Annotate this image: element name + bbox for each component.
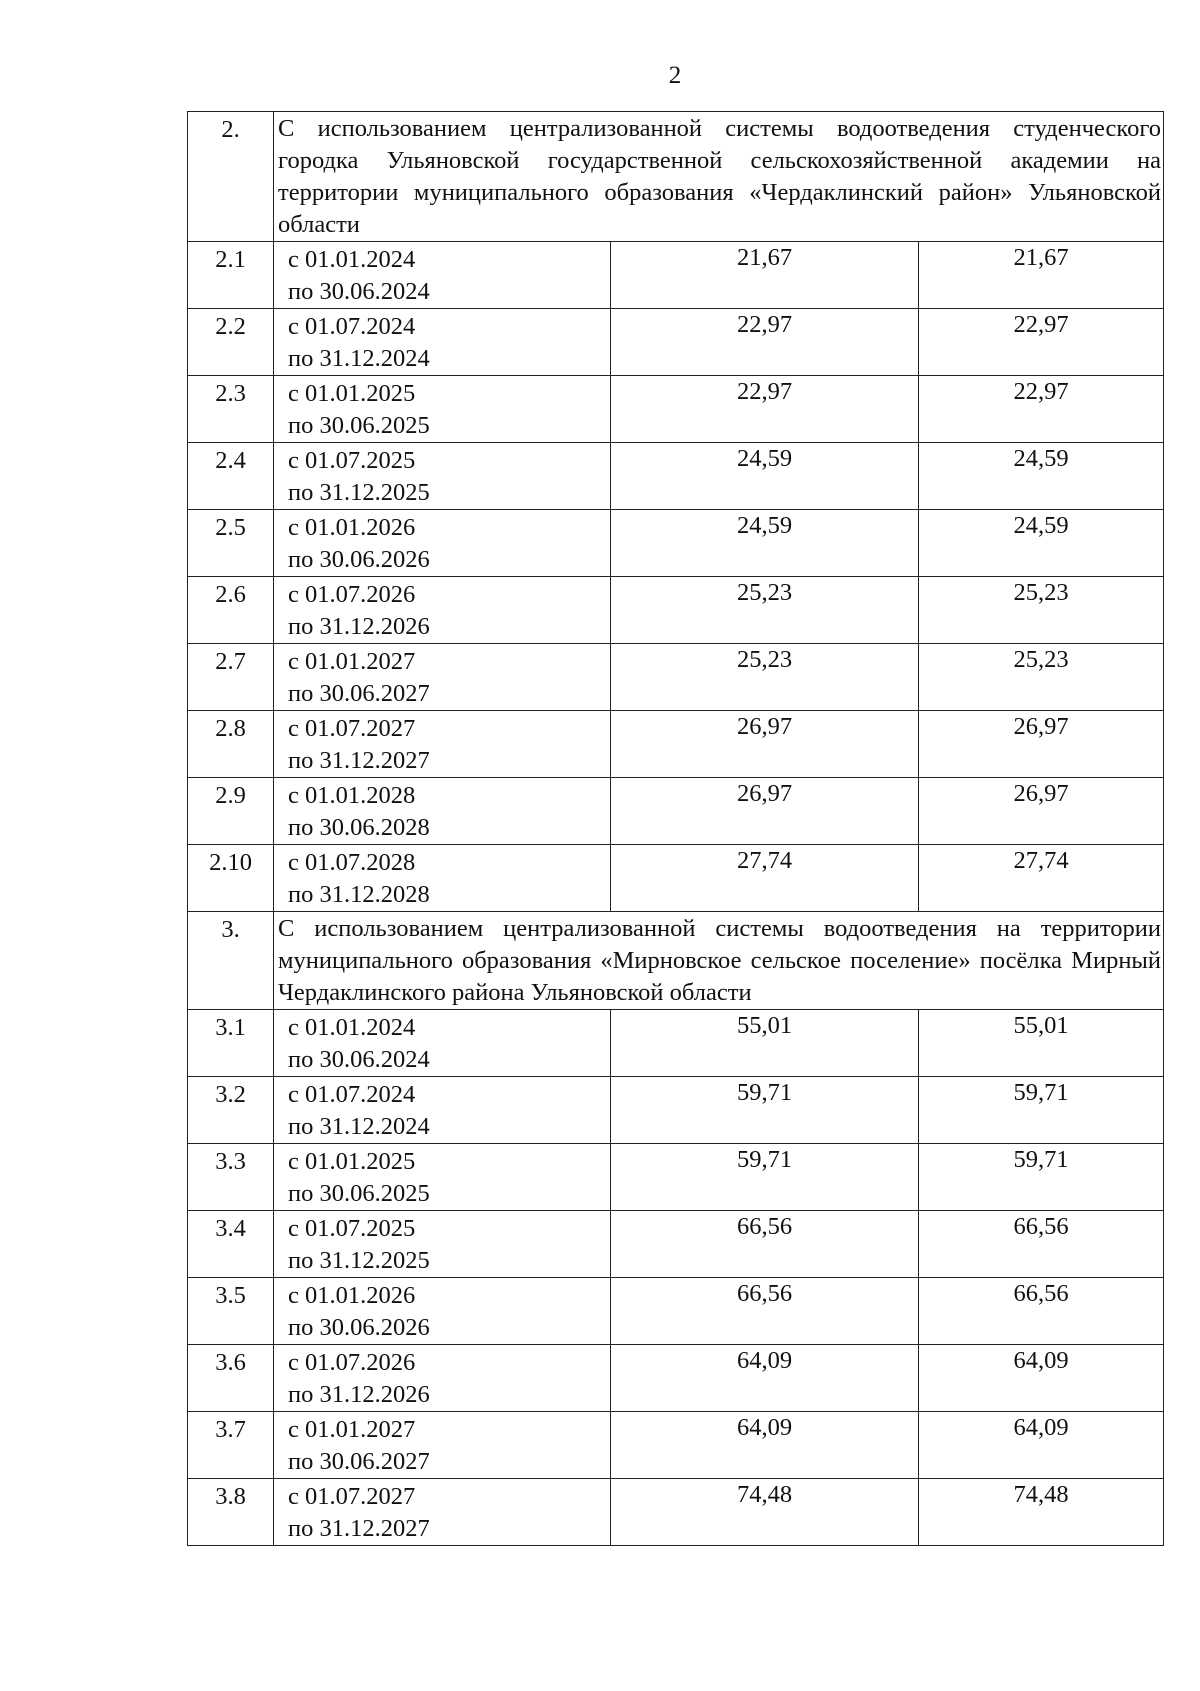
row-number: 2.5 xyxy=(188,510,274,577)
period-from: с 01.01.2028 xyxy=(288,782,416,809)
tariff-value-1: 74,48 xyxy=(611,1479,919,1546)
section-description: С использованием централизованной системы водоотведения студенческого городка Ульяновской государственной сельскохозяйственной академии на территории муниципального образования «Чердаклинский район» Ульяновской области xyxy=(274,112,1164,242)
period-from: с 01.07.2025 xyxy=(288,447,416,474)
tariff-value-1: 55,01 xyxy=(611,1010,919,1077)
row-number: 2.8 xyxy=(188,711,274,778)
tariff-table xyxy=(187,111,1164,1546)
period-from: с 01.01.2025 xyxy=(288,1148,416,1175)
period-to: по 31.12.2024 xyxy=(288,1113,430,1140)
period-cell xyxy=(274,778,611,845)
table-row xyxy=(188,845,1164,912)
row-number: 2.4 xyxy=(188,443,274,510)
period-to: по 31.12.2026 xyxy=(288,1381,430,1408)
period-cell xyxy=(274,1479,611,1546)
tariff-value-2: 66,56 xyxy=(919,1278,1164,1345)
table-row xyxy=(188,443,1164,510)
period-cell xyxy=(274,711,611,778)
row-number: 3.7 xyxy=(188,1412,274,1479)
table-row xyxy=(188,711,1164,778)
period-to: по 31.12.2028 xyxy=(288,881,430,908)
tariff-value-1: 59,71 xyxy=(611,1077,919,1144)
period-cell xyxy=(274,1412,611,1479)
period-from: с 01.07.2027 xyxy=(288,1483,416,1510)
table-row xyxy=(188,577,1164,644)
period-to: по 30.06.2026 xyxy=(288,546,430,573)
period-from: с 01.07.2024 xyxy=(288,313,416,340)
table-row xyxy=(188,309,1164,376)
period-from: с 01.01.2025 xyxy=(288,380,416,407)
period-cell xyxy=(274,1278,611,1345)
row-number: 3.4 xyxy=(188,1211,274,1278)
tariff-value-1: 26,97 xyxy=(611,778,919,845)
period-cell xyxy=(274,845,611,912)
period-from: с 01.07.2027 xyxy=(288,715,416,742)
period-from: с 01.01.2027 xyxy=(288,1416,416,1443)
period-from: с 01.07.2025 xyxy=(288,1215,416,1242)
period-to: по 31.12.2024 xyxy=(288,345,430,372)
tariff-value-1: 21,67 xyxy=(611,242,919,309)
table-row xyxy=(188,510,1164,577)
row-number: 3.5 xyxy=(188,1278,274,1345)
period-to: по 31.12.2025 xyxy=(288,479,430,506)
period-cell xyxy=(274,1144,611,1211)
section-header-row xyxy=(188,912,1164,1010)
page-number: 2 xyxy=(668,62,682,89)
period-cell xyxy=(274,242,611,309)
tariff-value-2: 26,97 xyxy=(919,711,1164,778)
period-from: с 01.01.2026 xyxy=(288,1282,416,1309)
section-number: 2. xyxy=(188,112,274,242)
period-to: по 31.12.2027 xyxy=(288,1515,430,1542)
row-number: 3.1 xyxy=(188,1010,274,1077)
tariff-value-2: 59,71 xyxy=(919,1077,1164,1144)
table-row xyxy=(188,1412,1164,1479)
period-to: по 30.06.2027 xyxy=(288,680,430,707)
tariff-value-1: 22,97 xyxy=(611,376,919,443)
period-cell xyxy=(274,1345,611,1412)
row-number: 2.6 xyxy=(188,577,274,644)
tariff-value-1: 59,71 xyxy=(611,1144,919,1211)
table-row xyxy=(188,1479,1164,1546)
period-from: с 01.01.2024 xyxy=(288,246,416,273)
tariff-value-1: 24,59 xyxy=(611,443,919,510)
period-cell xyxy=(274,510,611,577)
tariff-value-1: 25,23 xyxy=(611,644,919,711)
tariff-value-2: 27,74 xyxy=(919,845,1164,912)
tariff-value-1: 22,97 xyxy=(611,309,919,376)
period-from: с 01.01.2026 xyxy=(288,514,416,541)
period-to: по 30.06.2024 xyxy=(288,278,430,305)
table-row xyxy=(188,376,1164,443)
period-cell xyxy=(274,577,611,644)
period-cell xyxy=(274,1010,611,1077)
tariff-value-2: 24,59 xyxy=(919,510,1164,577)
tariff-value-2: 24,59 xyxy=(919,443,1164,510)
table-row xyxy=(188,242,1164,309)
tariff-value-2: 25,23 xyxy=(919,577,1164,644)
tariff-value-2: 64,09 xyxy=(919,1412,1164,1479)
tariff-value-1: 25,23 xyxy=(611,577,919,644)
row-number: 2.3 xyxy=(188,376,274,443)
tariff-value-1: 26,97 xyxy=(611,711,919,778)
section-header-row xyxy=(188,112,1164,242)
period-to: по 31.12.2027 xyxy=(288,747,430,774)
tariff-value-2: 55,01 xyxy=(919,1010,1164,1077)
tariff-table-body xyxy=(188,112,1164,1546)
tariff-value-2: 22,97 xyxy=(919,376,1164,443)
tariff-value-2: 25,23 xyxy=(919,644,1164,711)
row-number: 3.6 xyxy=(188,1345,274,1412)
period-to: по 30.06.2028 xyxy=(288,814,430,841)
period-from: с 01.01.2024 xyxy=(288,1014,416,1041)
row-number: 3.2 xyxy=(188,1077,274,1144)
period-cell xyxy=(274,1077,611,1144)
table-row xyxy=(188,1077,1164,1144)
period-to: по 30.06.2024 xyxy=(288,1046,430,1073)
tariff-value-1: 64,09 xyxy=(611,1345,919,1412)
table-row xyxy=(188,1211,1164,1278)
table-row xyxy=(188,1278,1164,1345)
tariff-value-1: 64,09 xyxy=(611,1412,919,1479)
period-cell xyxy=(274,443,611,510)
section-number: 3. xyxy=(188,912,274,1010)
tariff-value-1: 24,59 xyxy=(611,510,919,577)
tariff-value-1: 66,56 xyxy=(611,1211,919,1278)
table-row xyxy=(188,1010,1164,1077)
period-to: по 30.06.2026 xyxy=(288,1314,430,1341)
tariff-value-1: 66,56 xyxy=(611,1278,919,1345)
tariff-value-1: 27,74 xyxy=(611,845,919,912)
period-from: с 01.07.2026 xyxy=(288,581,416,608)
tariff-value-2: 21,67 xyxy=(919,242,1164,309)
period-cell xyxy=(274,309,611,376)
period-to: по 30.06.2025 xyxy=(288,1180,430,1207)
row-number: 2.10 xyxy=(188,845,274,912)
table-row xyxy=(188,1345,1164,1412)
section-description: С использованием централизованной системы водоотведения на территории муниципального образования «Мирновское сельское поселение» посёлка Мирный Чердаклинского района Ульяновской области xyxy=(274,912,1164,1010)
period-to: по 31.12.2026 xyxy=(288,613,430,640)
row-number: 2.9 xyxy=(188,778,274,845)
period-from: с 01.01.2027 xyxy=(288,648,416,675)
period-to: по 30.06.2027 xyxy=(288,1448,430,1475)
row-number: 2.7 xyxy=(188,644,274,711)
period-cell xyxy=(274,1211,611,1278)
period-to: по 30.06.2025 xyxy=(288,412,430,439)
tariff-value-2: 74,48 xyxy=(919,1479,1164,1546)
tariff-value-2: 66,56 xyxy=(919,1211,1164,1278)
table-row xyxy=(188,1144,1164,1211)
table-row xyxy=(188,778,1164,845)
row-number: 2.1 xyxy=(188,242,274,309)
row-number: 2.2 xyxy=(188,309,274,376)
period-cell xyxy=(274,376,611,443)
period-cell xyxy=(274,644,611,711)
tariff-value-2: 22,97 xyxy=(919,309,1164,376)
period-from: с 01.07.2028 xyxy=(288,849,416,876)
tariff-value-2: 59,71 xyxy=(919,1144,1164,1211)
period-from: с 01.07.2026 xyxy=(288,1349,416,1376)
period-from: с 01.07.2024 xyxy=(288,1081,416,1108)
row-number: 3.3 xyxy=(188,1144,274,1211)
table-row xyxy=(188,644,1164,711)
tariff-value-2: 26,97 xyxy=(919,778,1164,845)
row-number: 3.8 xyxy=(188,1479,274,1546)
period-to: по 31.12.2025 xyxy=(288,1247,430,1274)
tariff-value-2: 64,09 xyxy=(919,1345,1164,1412)
